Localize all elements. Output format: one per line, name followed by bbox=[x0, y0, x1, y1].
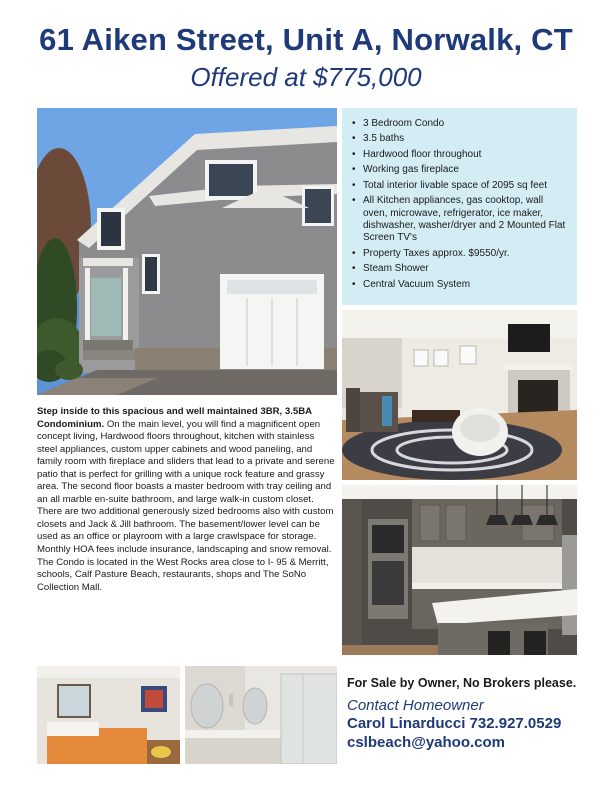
feature-item: • Property Taxes approx. $9550/yr. bbox=[352, 248, 569, 260]
listing-description bbox=[37, 406, 337, 594]
feature-item: • Hardwood floor throughout bbox=[352, 149, 569, 161]
bathroom-photo bbox=[185, 666, 337, 764]
listing-price: Offered at $775,000 bbox=[190, 62, 422, 92]
features-list bbox=[352, 118, 569, 291]
feature-item: • Working gas fireplace bbox=[352, 164, 569, 176]
no-brokers-notice: For Sale by Owner, No Brokers please. bbox=[347, 676, 577, 690]
bedroom-photo bbox=[37, 666, 180, 764]
exterior-photo bbox=[37, 108, 337, 395]
feature-item: • 3 Bedroom Condo bbox=[352, 118, 569, 130]
feature-item: • All Kitchen appliances, gas cooktop, wall oven, microwave, refrigerator, ice maker, dishwasher, washer/dryer and 2 Mounted Flat Screen TV's bbox=[352, 195, 569, 244]
features-box bbox=[342, 108, 577, 305]
contact-block bbox=[347, 676, 597, 751]
description-body: On the main level, you will find a magnificent open concept living, Hardwood floors throughout, kitchen with stainless steel appliances, custom upper cabinets and wood paneling, and family room with fireplace and sliders that lead to a private and serene patio that is perfect for grilling with a unique rock feature and grassy area. The second floor boasts a master bedroom with tray ceiling and an all marble en-suite bathroom, and large walk-in custom closet. There are two additional generously sized bedrooms also with custom closets and Jack & Jill bathroom. The basement/lower level can be used as an office or playroom with a large crawlspace for storage. Monthly HOA fees include insurance, landscaping and snow removal. The Condo is located in the West Rocks area close to I- 95 & Merritt, schools, Calf Pasture Beach, restaurants, shops and The SoNo Collection Mall. bbox=[37, 418, 335, 593]
feature-item: • 3.5 baths bbox=[352, 133, 569, 145]
contact-name-phone: Carol Linarducci 732.927.0529 bbox=[347, 715, 562, 732]
description-lead: Step inside to this spacious and well maintained 3BR, 3.5BA Condominium. bbox=[37, 406, 312, 430]
contact-heading: Contact Homeowner bbox=[347, 697, 484, 714]
feature-item: • Steam Shower bbox=[352, 263, 569, 275]
feature-item: • Total interior livable space of 2095 sq feet bbox=[352, 180, 569, 192]
living-room-photo bbox=[342, 310, 577, 480]
kitchen-photo bbox=[342, 485, 577, 655]
listing-address: 61 Aiken Street, Unit A, Norwalk, CT bbox=[39, 22, 573, 57]
contact-email: cslbeach@yahoo.com bbox=[347, 734, 506, 751]
feature-item: • Central Vacuum System bbox=[352, 279, 569, 291]
